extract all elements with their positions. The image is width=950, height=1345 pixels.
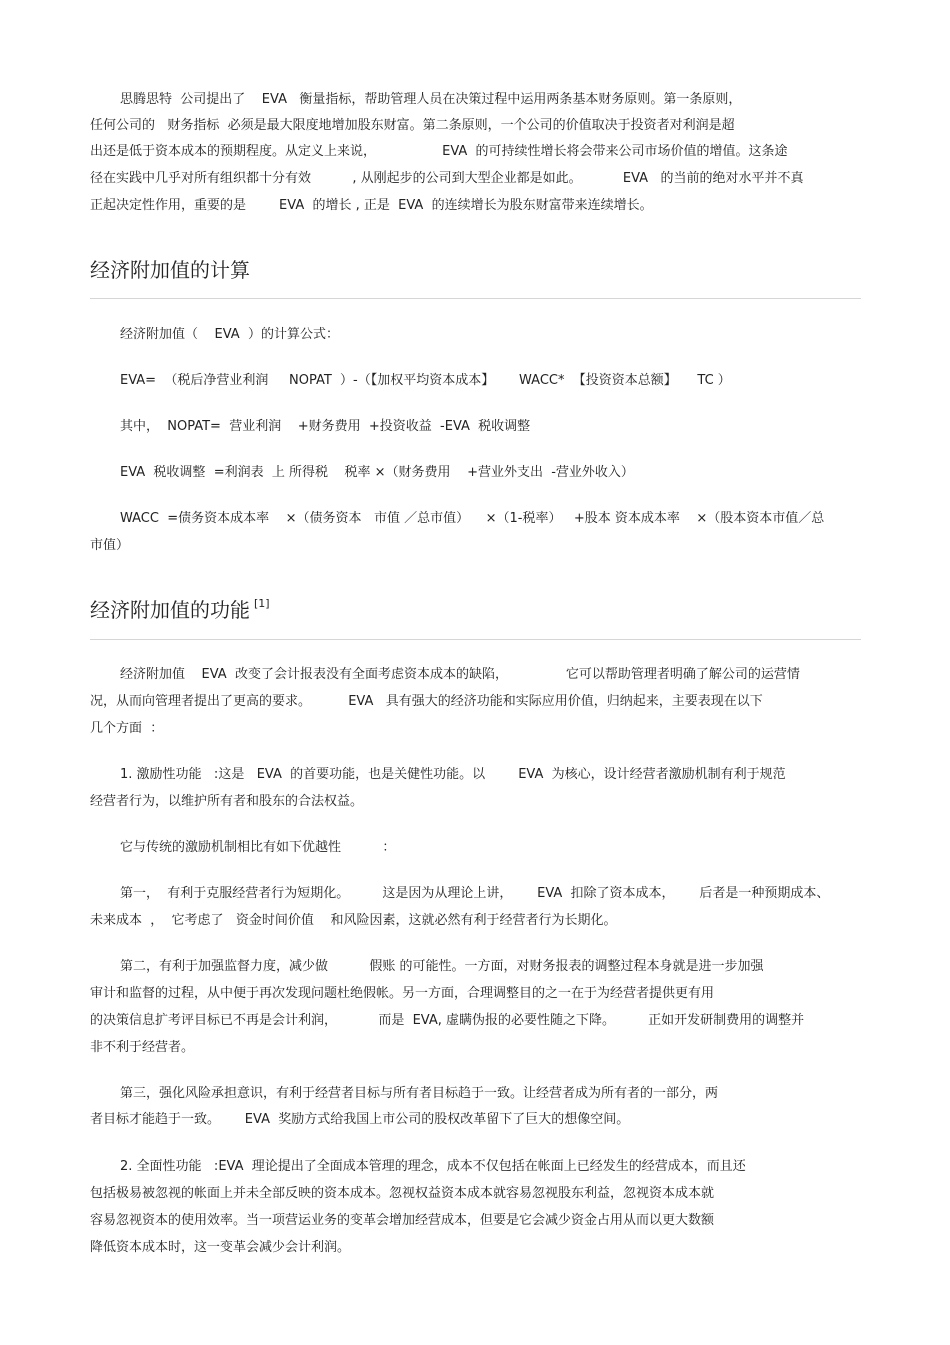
reference-link[interactable]: [1] — [254, 597, 270, 610]
paragraph-line: 经济附加值 EVA 改变了会计报表没有全面考虑资本成本的缺陷， 它可以帮助管理者明确了解公司的运营情 — [120, 667, 800, 682]
paragraph-line: 未来成本 ， 它考虑了 资金时间价值 和风险因素，这就必然有利于经营者行为长期化。 — [90, 913, 617, 928]
section-divider — [90, 298, 861, 299]
paragraph-line: 几个方面 ： — [90, 721, 164, 736]
formula-eva: EVA= （税后净营业利润 NOPAT ）-（【加权平均资本成本】 WACC* 【投资资本总额】 TC ） — [120, 373, 731, 388]
paragraph-line: 第三，强化风险承担意识，有利于经营者目标与所有者目标趋于一致。让经营者成为所有者的一部分，两 — [120, 1086, 719, 1101]
paragraph-line: 它与传统的激励机制相比有如下优越性 ： — [120, 840, 396, 855]
section-heading-functions — [90, 596, 270, 628]
paragraph-line: 1. 激励性功能 :这是 EVA 的首要功能，也是关健性功能。以 EVA 为核心，设计经营者激励机制有利于规范 — [120, 767, 786, 782]
paragraph-line: 容易忽视资本的使用效率。当一项营运业务的变革会增加经营成本，但要是它会减少资金占用从而以更大数额 — [90, 1213, 715, 1228]
section-divider — [90, 639, 861, 640]
paragraph-line: 降低资本成本时，这一变革会减少会计利润。 — [90, 1240, 351, 1255]
paragraph-line: 经营者行为，以维护所有者和股东的合法权益。 — [90, 794, 364, 809]
paragraph-line: 者目标才能趋于一致。 EVA 奖励方式给我国上市公司的股权改革留下了巨大的想像空间。 — [90, 1112, 630, 1127]
intro-line-2: 任何公司的 财务指标 必须是最大限度地增加股东财富。第二条原则，一个公司的价值取决于投资者对利润是超 — [90, 118, 735, 133]
paragraph-line: 第二，有利于加强监督力度，减少做 假账 的可能性。一方面，对财务报表的调整过程本身就是进一步加强 — [120, 959, 764, 974]
formula-tax-adjustment: EVA 税收调整 =利润表 上 所得税 税率 ×（财务费用 +营业外支出 -营业外收入） — [120, 465, 634, 480]
paragraph-line: 包括极易被忽视的帐面上并未全部反映的资本成本。忽视权益资本成本就容易忽视股东利益，忽视资本成本就 — [90, 1186, 715, 1201]
paragraph-line: 的决策信息扩考评目标已不再是会计利润， 而是 EVA, 虚瞒伪报的必要性随之下降。 正如开发研制费用的调整并 — [90, 1013, 805, 1028]
section-title: 经济附加值的功能 — [90, 598, 250, 622]
intro-line-1: 思腾思特 公司提出了 EVA 衡量指标，帮助管理人员在决策过程中运用两条基本财务原则。第一条原则， — [120, 92, 742, 107]
paragraph-line: 审计和监督的过程，从中便于再次发现问题杜绝假帐。另一方面，合理调整目的之一在于为经营者提供更有用 — [90, 986, 715, 1001]
formula-wacc-line-2: 市值） — [90, 538, 130, 553]
intro-line-5: 正起决定性作用，重要的是 EVA 的增长 , 正是 EVA 的连续增长为股东财富带来连续增长。 — [90, 198, 653, 213]
intro-line-3: 出还是低于资本成本的预期程度。从定义上来说， EVA 的可持续性增长将会带来公司市场价值的增值。这条途 — [90, 144, 788, 159]
paragraph-line: 2. 全面性功能 :EVA 理论提出了全面成本管理的理念，成本不仅包括在帐面上已经发生的经营成本，而且还 — [120, 1159, 746, 1174]
formula-nopat: 其中， NOPAT= 营业利润 +财务费用 +投资收益 -EVA 税收调整 — [120, 419, 531, 434]
section-heading-calculation: 经济附加值的计算 — [90, 258, 250, 282]
formula-intro: 经济附加值（ EVA ）的计算公式： — [120, 327, 339, 342]
paragraph-line: 非不利于经营者。 — [90, 1040, 195, 1055]
intro-line-4: 径在实践中几乎对所有组织都十分有效 , 从刚起步的公司到大型企业都是如此。 EVA 的当前的绝对水平并不真 — [90, 171, 804, 186]
paragraph-line: 第一， 有利于克服经营者行为短期化。 这是因为从理论上讲， EVA 扣除了资本成本， 后者是一种预期成本、 — [120, 886, 830, 901]
formula-wacc-line-1: WACC =债务资本成本率 ×（债务资本 市值 ／总市值） ×（1-税率） +股本 资本成本率 ×（股本资本市值／总 — [120, 511, 825, 526]
paragraph-line: 况，从而向管理者提出了更高的要求。 EVA 具有强大的经济功能和实际应用价值，归纳起来，主要表现在以下 — [90, 694, 763, 709]
